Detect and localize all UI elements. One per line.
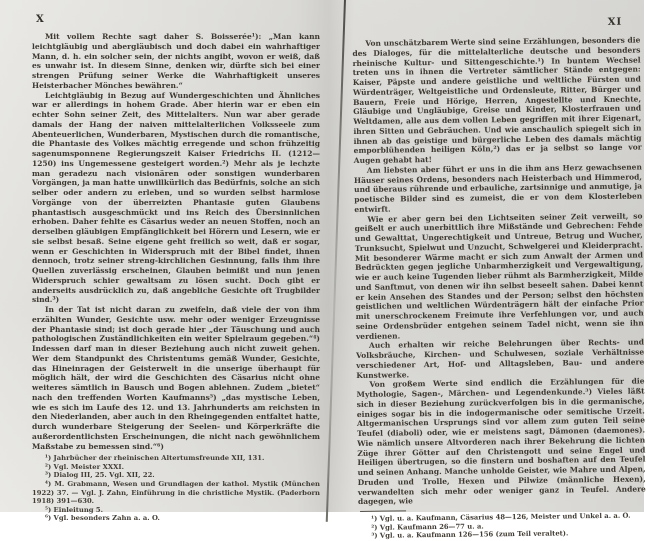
footnote-separator xyxy=(360,510,406,512)
paragraph: Mit vollem Rechte sagt daher S. Boisserée¹): „Man kann leichtgläubig und abergläubisch und doch dabei ein wahrhaftiger Mann, d. h. ein solcher sein, der nichts angibt, wovon er weiß, daß es unwahr ist. In diesem Sinne, denken wir, dürfte sich bei einer strengen Prüfung seiner Werke die Wahrhaftigkeit unseres Heisterbacher Mönches bewähren.“ xyxy=(32,32,320,90)
footnote: ²) Vgl. Meister XXXI. xyxy=(45,462,124,471)
left-page xyxy=(32,14,320,523)
right-page xyxy=(352,12,646,540)
paragraph: Von großem Werte sind endlich die Erzählungen für die Mythologie, Sagen-, Märchen- und Legendenkunde.³) Vieles läßt sich in dieser Beziehung zurückverfolgen bis in die germanische, einiges sogar bis in die indogermanische oder semitische Urzeit. Altgermanischen Ursprungs sind vor allem zum guten Teil seine Teufel (diaboli) oder, wie er meistens sagt, Dämonen (daemones). Wie nämlich unsere Altvorderen nach ihrer Bekehrung die lichten Züge ihrer Götter auf den Christengott und seine Engel und Heiligen übertrugen, so die finstern und boshaften auf den Teufel und seinen Anhang. Manche unholde Geister, wie Mahre und Alpen, Druden und Trolle, Hexen und Pilwize (männliche Hexen), verwandelten sich mehr oder weniger ganz in Teufel. Andere dagegen, wie xyxy=(356,376,646,507)
footnote: ⁴) M. Grabmann, Wesen und Grundlagen der kathol. Mystik (München 1922) 37. — Vgl. J. Zahn, Einführung in die christliche Mystik. (Paderborn 1918) 391—630. xyxy=(32,480,320,506)
footnote: ³) Dialog III, 25. Vgl. XII, 22. xyxy=(45,471,155,480)
footnote: ¹) Jahrbücher der rheinischen Altertumsfreunde XII, 131. xyxy=(45,454,265,463)
paragraph: Leichtgläubig in Bezug auf Wundergeschichten und Ähnliches war er allerdings in hohem Grade. Aber hierin war er eben ein echter Sohn seiner Zeit, des Mittelalters. Nun war aber gerade damals der Hang der naiven mittelalterlichen Volksseele zum Abenteuerlichen, Wunderbaren, Mystischen durch die romantische, die Phantasie des Volkes mächtig erregende und schon frühzeitig sagenumsponnene Regierungszeit Kaiser Friedrichs II. (1212—1250) ins Ungemessene gesteigert worden.²) Mehr als je lechzte man geradezu nach visionären oder sonstigen wunderbaren Vorgängen, ja man hatte unwillkürlich das Bedürfnis, solche an sich selber oder andern zu erleben, und so wurden selbst harmlose Vorgänge von der überreizten Phantasie guten Glaubens phantastisch ausgeschmückt und ins Reich des Übersinnlichen erhoben. Daher fehlte es Cäsarius weder an neuen Stoffen, noch an derselben gläubigen Empfänglichkeit bei Hörern und Lesern, wie er sie selbst besaß. Seine eigene geht freilich so weit, daß er sogar, wenn er Geschichten in Widerspruch mit der Bibel findet, ihnen dennoch, trotz seiner streng-kirchlichen Gesinnung, falls ihm ihre Quellen zuverlässig erscheinen, Glauben beimißt und nun jenen Widerspruch schier gewaltsam zu lösen sucht. Doch gibt er anderseits ausdrücklich zu, daß angebliche Gesichte oft Trugbilder sind.³) xyxy=(32,90,320,305)
paragraph: Von unschätzbarem Werte sind seine Erzählungen, besonders die des Dialoges, für die mittelalterliche deutsche und besonders rheinische Kultur- und Sittengeschichte.¹) In buntem Wechsel treten uns in ihnen die Vertreter sämtlicher Stände entgegen: Kaiser, Päpste und andere geistliche und weltliche Fürsten und Würdenträger, Weltgeistliche und Ordensleute, Ritter, Bürger und Bauern, Freie und Hörige, Herren, Angestellte und Knechte, Gläubige und Ungläubige, Greise und Kinder, Klosterfrauen und Weltdamen, alle aus dem vollen Leben gegriffen mit ihrer Eigenart, ihren Sitten und Gebräuchen. Und wie anschaulich spiegelt sich in ihnen ab das geistige und bürgerliche Leben des damals mächtig emporblühenden heiligen Köln,²) das er ja selbst so lange vor Augen gehabt hat! xyxy=(352,35,642,165)
footnote: ³) Vgl. u. a. Kaufmann 126—156 (zum Teil veraltet). xyxy=(371,529,569,540)
paragraph: Auch erhalten wir reiche Belehrungen über Rechts- und Volksbräuche, Kirchen- und Schulwesen, soziale Verhältnisse verschiedener Art, Hof- und Alltagsleben, Bau- und andere Kunstwerke. xyxy=(356,337,645,380)
paragraph: In der Tat ist nicht daran zu zweifeln, daß viele der von ihm erzählten Wunder, Gesichte usw. mehr oder weniger Erzeugnisse der Phantasie sind; ist doch gerade hier „der Täuschung und auch pathologischen Zuständlichkeiten ein weiter Spielraum gegeben.“⁴) Indessen darf man in dieser Beziehung auch nicht zuweit gehen. Wer dem Standpunkt des Christentums gemäß Wunder, Gesichte, das Hineinragen der Geisterwelt in die unserige überhaupt für möglich hält, der wird die Geschichten des Cäsarius nicht ohne weiteres sämtlich in Bausch und Bogen ablehnen. Zudem „bietet“ nach den treffenden Worten Kaufmanns⁵) „das mystische Leben, wie es sich im Laufe des 12. und 13. Jahrhunderts am reichsten in den Niederlanden, aber auch in den Rheingegenden entfaltet hatte, durch wunderbare Steigerung der Seelen- und Körperkräfte die außerordentlichsten Erscheinungen, die nicht nach gewöhnlichem Maßstabe zu bemessen sind.“⁶) xyxy=(32,305,320,451)
footnote: ²) Vgl. Kaufmann 26—77 u. a. xyxy=(371,522,484,532)
paragraph: Am liebsten aber führt er uns in die ihm ans Herz gewachsenen Häuser seines Ordens, besonders nach Heisterbach und Himmerod, und überaus rührende und erbauliche, zartsinnige und anmutige, ja poetische Bilder sind es zumeist, die er von dem Klosterleben entwirft. xyxy=(353,162,643,214)
left-page-footnotes xyxy=(32,454,320,523)
left-page-number: X xyxy=(36,14,45,25)
page-fold-line xyxy=(326,0,346,522)
footnote: ¹) Vgl. u. a. Kaufmann, Cäsarius 48—126, Meister und Unkel a. a. O. xyxy=(371,511,631,523)
footnote: ⁶) Vgl. besonders Zahn a. a. O. xyxy=(45,514,160,523)
left-page-body xyxy=(32,32,320,451)
right-page-footnotes xyxy=(358,511,646,540)
right-page-number: XI xyxy=(607,16,623,28)
right-page-body xyxy=(352,35,646,506)
paragraph: Wie er aber gern bei den Lichtseiten seiner Zeit verweilt, so geißelt er auch unerbittlich ihre Mißstände und Gebrechen: Fehde und Gewalttat, Ungerechtigkeit und Untreue, Betrug und Wucher, Trunksucht, Spielwut und Unzucht, Schwelgerei und Kleiderpracht. Mit besonderer Wärme macht er sich zum Anwalt der Armen und Bedrückten gegen jegliche Unbarmherzigkeit und Vergewaltigung, wie er auch keine Tugenden lieber rühmt als Barmherzigkeit, Milde und Sanftmut, von denen wir ihn selbst beseelt sahen. Dabei kennt er kein Ansehen des Standes und der Person; selbst den höchsten geistlichen und weltlichen Würdenträgern hält der einfache Prior mit unerschrockenem Freimute ihre Verfehlungen vor, und auch seine Ordensbrüder entgehen seinem Tadel nicht, wenn sie ihn verdienen. xyxy=(354,210,644,341)
footnote: ⁵) Einleitung 5. xyxy=(45,505,103,514)
